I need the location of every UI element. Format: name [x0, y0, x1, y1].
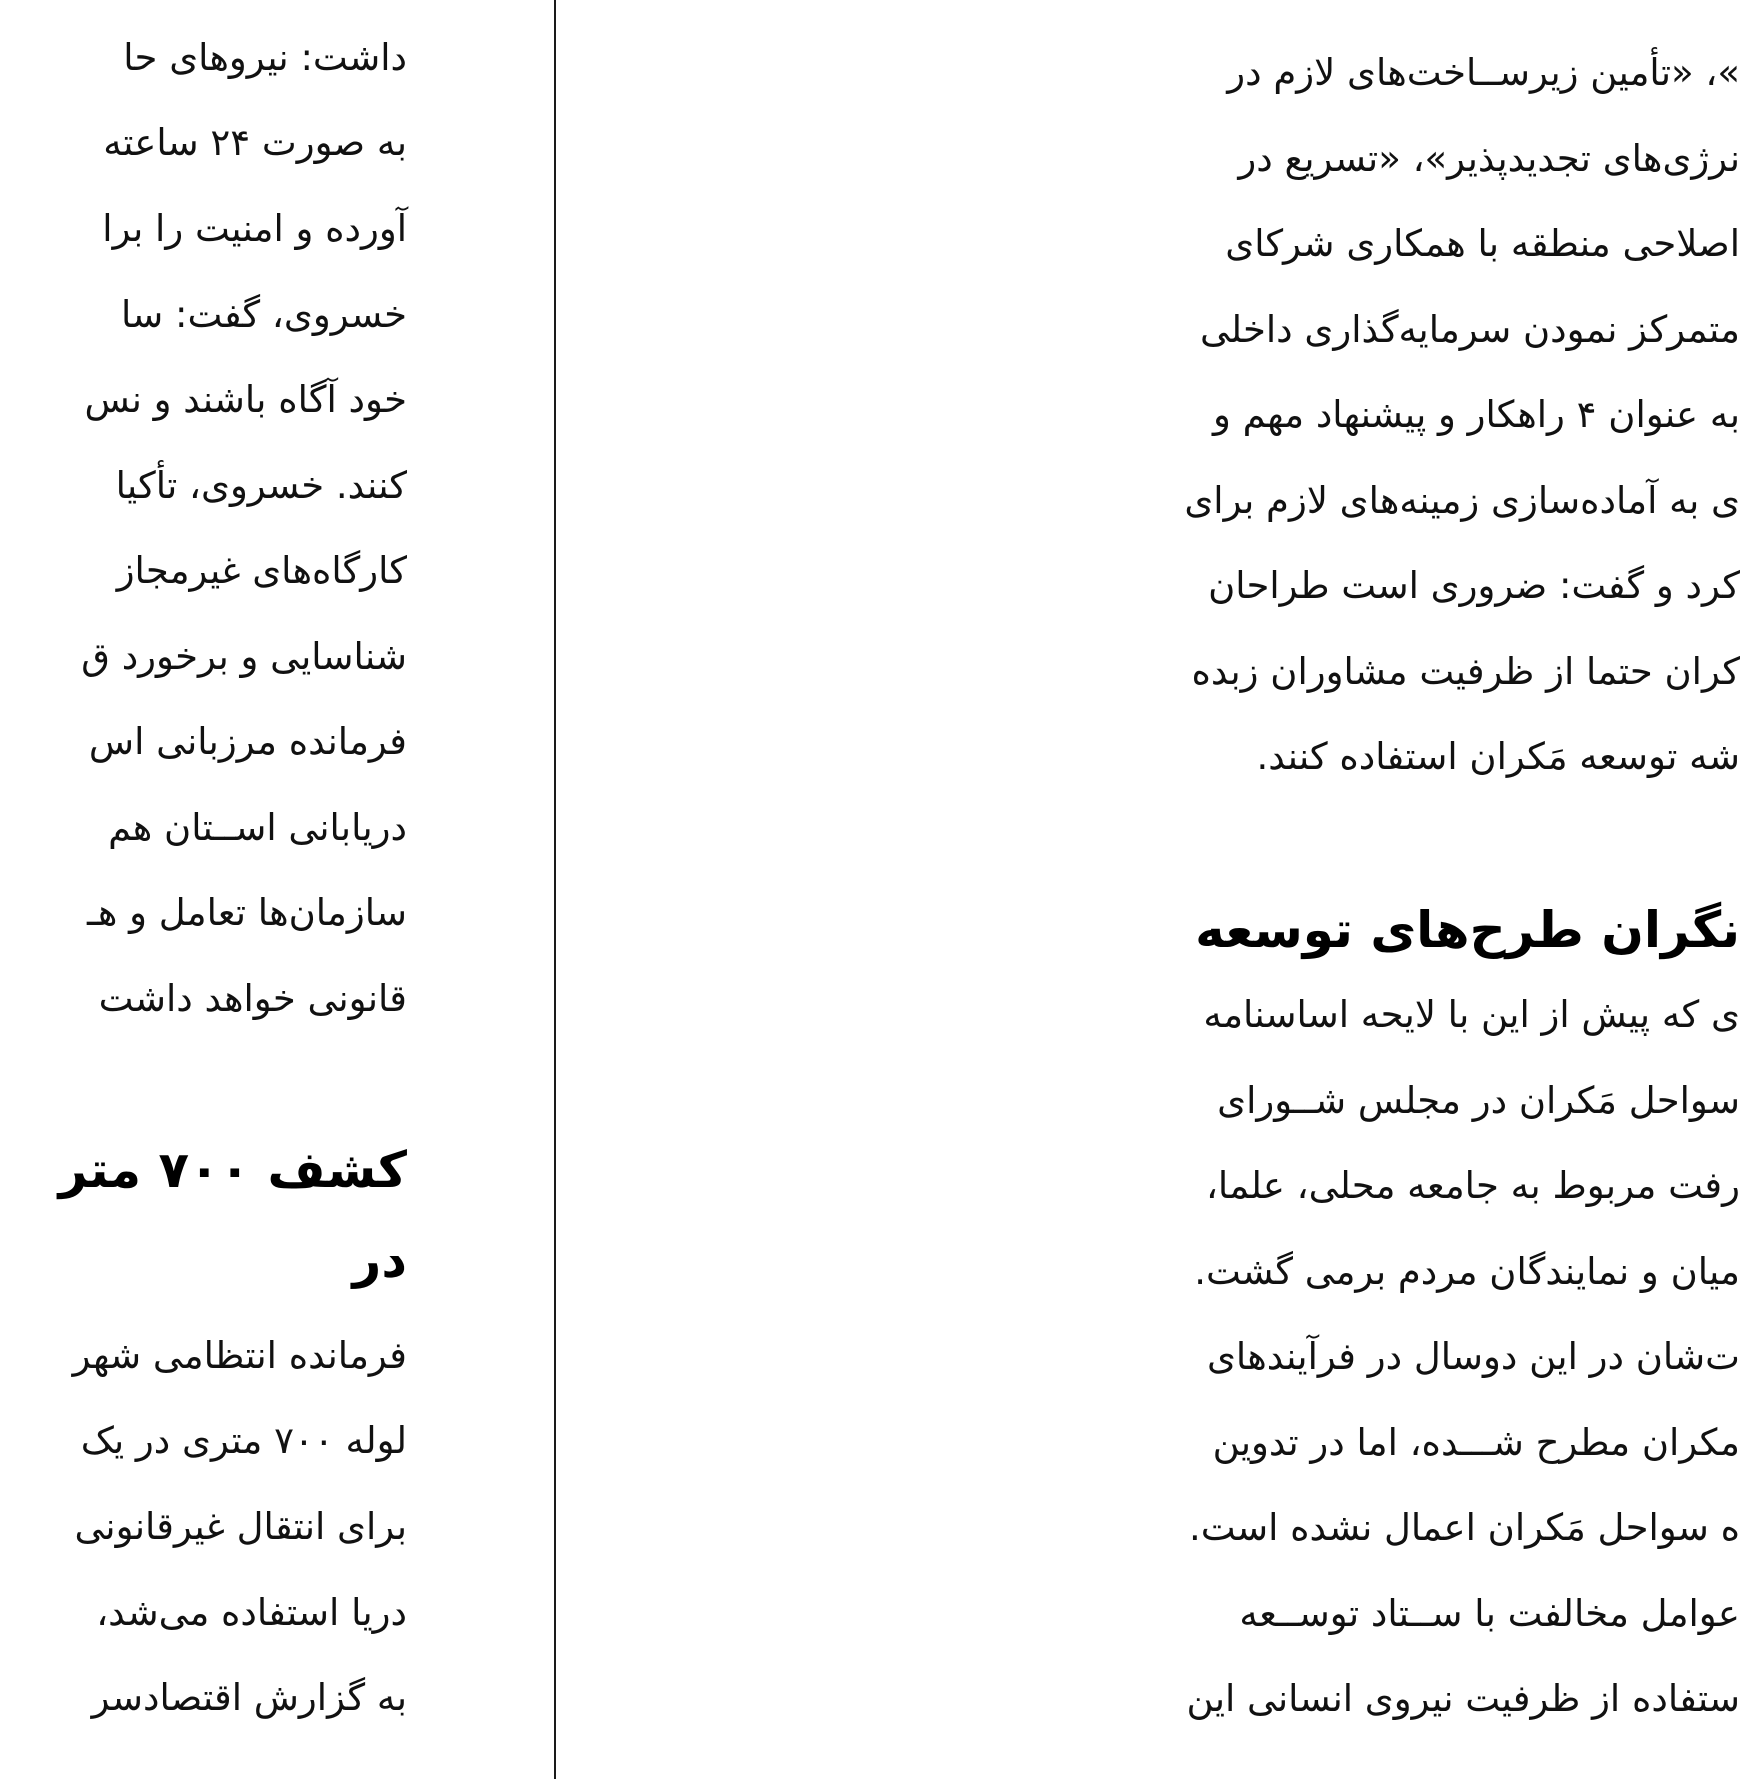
article-line: رفت مربوط به جامعه محلی، علما،: [1205, 1164, 1740, 1207]
section-headline: کشف ۷۰۰ متر: [58, 1141, 407, 1199]
article-line: آورده و امنیت را برا: [102, 207, 407, 250]
article-line: اصلاحی منطقه با همکاری شرکای: [1225, 222, 1740, 265]
article-line: ی به آماده‌سازی زمینه‌های لازم برای: [1184, 479, 1740, 522]
article-line: قانونی خواهد داشت: [98, 977, 407, 1020]
article-line: داشت: نیروهای حا: [123, 36, 407, 79]
article-line: خسروی، گفت: سا: [121, 293, 407, 336]
article-line: کنند. خسروی، تأکیا: [115, 464, 407, 507]
article-line: کران حتما از ظرفیت مشاوران زبده: [1191, 650, 1740, 693]
article-line: شه توسعه مَکران استفاده کنند.: [1256, 735, 1740, 778]
article-line: به صورت ۲۴ ساعته: [103, 121, 407, 164]
article-line: عوامل مخالفت با ســتاد توســعه: [1239, 1592, 1740, 1635]
article-line: فرمانده مرزبانی اس: [88, 720, 407, 763]
article-line: مکران مطرح شـــده، اما در تدوین: [1212, 1421, 1740, 1464]
article-line: خود آگاه باشند و نس: [84, 378, 407, 421]
article-line: فرمانده انتظامی شهر: [72, 1334, 407, 1377]
article-line: دریا استفاده می‌شد،: [96, 1591, 407, 1634]
section-headline: نگران طرح‌های توسعه: [1195, 901, 1740, 959]
article-line: ی که پیش از این با لایحه اساسنامه: [1203, 993, 1740, 1036]
column-divider: [554, 0, 556, 1779]
section-headline: در: [352, 1231, 407, 1289]
article-line: »، «تأمین زیرســاخت‌های لازم در: [1227, 51, 1740, 94]
article-line: ت‌شان در این دوسال در فرآیندهای: [1206, 1335, 1740, 1378]
article-line: شناسایی و برخورد ق: [81, 635, 407, 678]
left-column: [0, 0, 407, 1779]
article-line: کارگاه‌های غیرمجاز: [116, 549, 407, 592]
article-line: لوله ۷۰۰ متری در یک: [80, 1419, 407, 1462]
article-line: برای انتقال غیرقانونی: [74, 1505, 407, 1548]
article-line: کرد و گفت: ضروری است طراحان: [1208, 564, 1740, 607]
article-line: ه سواحل مَکران اعمال نشده است.: [1189, 1506, 1740, 1549]
article-line: به گزارش اقتصادسر: [91, 1676, 407, 1719]
article-line: متمرکز نمودن سرمایه‌گذاری داخلی: [1199, 308, 1740, 351]
article-line: نرژی‌های تجدیدپذیر»، «تسریع در: [1238, 137, 1740, 180]
article-line: سواحل مَکران در مجلس شــورای: [1217, 1079, 1740, 1122]
article-line: میان و نمایندگان مردم برمی گشت.: [1194, 1250, 1740, 1293]
article-line: ستفاده از ظرفیت نیروی انسانی این: [1186, 1677, 1740, 1720]
article-line: سازمان‌ها تعامل و هـ: [87, 891, 407, 934]
article-line: دریابانی اســتان هم: [108, 806, 407, 849]
article-line: به عنوان ۴ راهکار و پیشنهاد مهم و: [1212, 393, 1740, 436]
right-column: [790, 0, 1740, 1779]
